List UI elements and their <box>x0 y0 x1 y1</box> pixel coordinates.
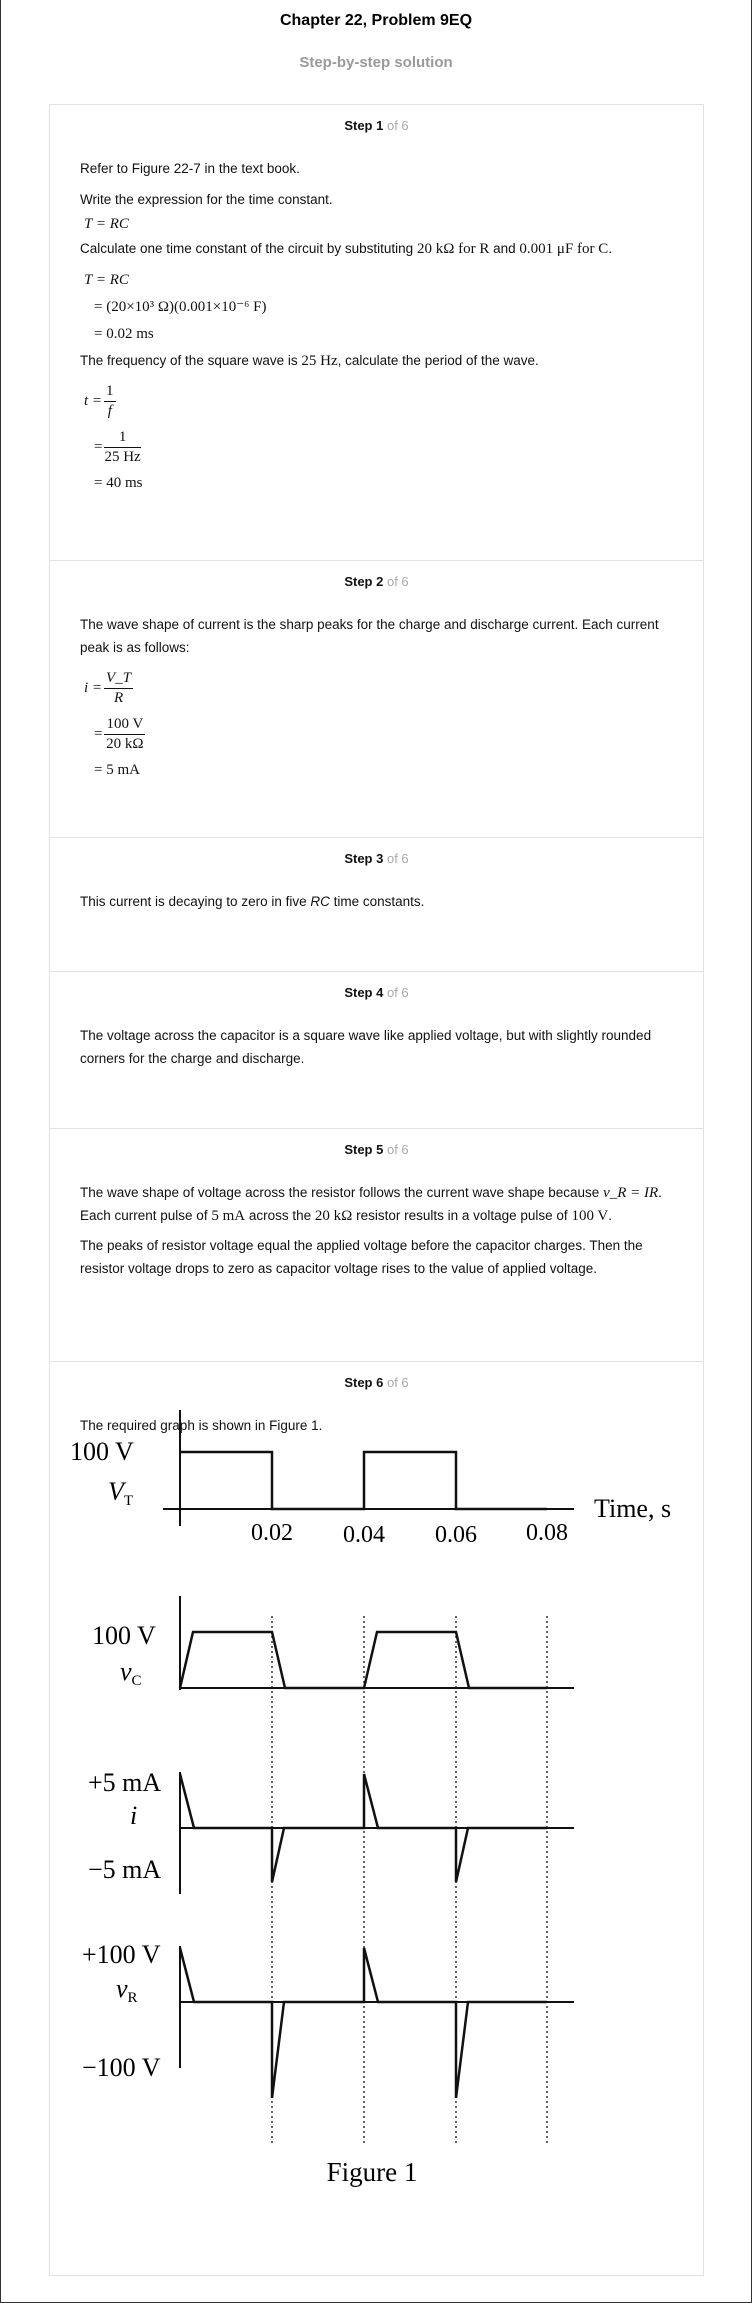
step-3-rc: RC <box>310 894 330 909</box>
step-1-paragraph-3 <box>80 238 673 261</box>
step-5-resistor-value: 20 kΩ <box>314 1207 353 1224</box>
step-of-total: of 6 <box>386 1142 409 1157</box>
time-constant-equation: T = RC <box>84 216 129 232</box>
step-2-body <box>50 594 703 784</box>
period-eq-sign: = <box>94 438 103 455</box>
i-pos-label: +5 mA <box>88 1768 162 1797</box>
step-1-header <box>50 105 703 138</box>
step-3-header <box>50 838 703 871</box>
step-of-total: of 6 <box>386 1375 409 1390</box>
step-1-p3-value-c: 0.001 μF for C <box>519 241 609 257</box>
step-1-p3-end: . <box>608 241 613 256</box>
step-of-total: of 6 <box>386 118 409 133</box>
step-6-paragraph-1: The required graph is shown in Figure 1. <box>80 1418 323 1433</box>
step-3-paragraph-1 <box>80 891 673 914</box>
step-1-p4-text-end: , calculate the period of the wave. <box>337 352 539 368</box>
current-frac-1-num: V_T <box>104 669 133 689</box>
step-1-p3-and: and <box>493 241 516 256</box>
tick-label-002: 0.02 <box>251 1520 293 1546</box>
step-5-paragraph-1 <box>80 1182 673 1227</box>
current-eq-sign: = <box>94 725 103 742</box>
period-frac-1-num: 1 <box>104 382 116 402</box>
step-5-vr-eq: v_R = IR <box>603 1185 659 1201</box>
step-4-paragraph-1: The voltage across the capacitor is a square wave like applied voltage, but with slightly rounded corners for the charge and discharge. <box>80 1028 652 1066</box>
vc-level-label: 100 V <box>92 1621 156 1650</box>
page-header <box>1 0 751 73</box>
i-waveform <box>180 1774 547 1882</box>
step-1-p3-value-r: 20 kΩ for R <box>416 241 490 257</box>
step-4-header <box>50 972 703 1005</box>
step-5-paragraph-2: The peaks of resistor voltage equal the applied voltage before the capacitor charges. Then the resistor voltage drops to zero as capacitor voltage rises to the value of applied voltage. <box>80 1238 643 1276</box>
step-of-total: of 6 <box>386 851 409 866</box>
period-frac-2-num: 1 <box>104 428 140 448</box>
period-frac-1-den: f <box>107 402 112 419</box>
step-3-card <box>49 838 704 972</box>
time-axis-label: Time, s <box>594 1494 672 1523</box>
step-5-text-e: . <box>608 1207 613 1223</box>
page-title: Chapter 22, Problem 9EQ <box>279 12 473 29</box>
step-4-body <box>50 1005 703 1070</box>
step-1-p3-text: Calculate one time constant of the circuit by substituting <box>80 241 414 256</box>
page-subtitle: Step-by-step solution <box>299 54 453 71</box>
i-neg-label: −5 mA <box>88 1855 162 1884</box>
period-lhs: t = <box>84 392 103 409</box>
vr-pos-label: +100 V <box>82 1940 161 1969</box>
vt-plot <box>70 1410 671 1548</box>
step-1-paragraph-4 <box>80 350 673 373</box>
step-2-paragraph-1: The wave shape of current is the sharp peaks for the charge and discharge current. Each current peak is as follows: <box>80 617 659 655</box>
step-6-card <box>49 1362 704 2276</box>
current-lhs: i = <box>84 679 103 696</box>
step-5-text-a: The wave shape of voltage across the resistor follows the current wave shape because <box>80 1185 600 1200</box>
period-frac-2-den: 25 Hz <box>104 448 141 465</box>
vr-name-label: vR <box>116 1974 138 2006</box>
calc-line-3: = 0.02 ms <box>94 325 154 342</box>
step-label: Step 6 <box>344 1375 384 1390</box>
step-1-p4-frequency: 25 Hz <box>301 352 338 369</box>
tick-label-008: 0.08 <box>526 1520 568 1546</box>
current-plot <box>88 1768 574 1894</box>
figure-1-waveforms <box>50 1398 703 2228</box>
vc-name-label: vC <box>120 1657 142 1689</box>
vt-level-label: 100 V <box>70 1437 134 1466</box>
current-peak-calculation <box>80 665 673 784</box>
step-6-header <box>50 1362 703 1395</box>
calc-line-2: = (20×10³ Ω)(0.001×10⁻⁶ F) <box>94 298 267 315</box>
figure-caption: Figure 1 <box>326 2157 418 2187</box>
step-5-header <box>50 1129 703 1162</box>
step-2-card <box>49 561 704 838</box>
vc-waveform <box>180 1632 547 1688</box>
step-1-paragraph-2: Write the expression for the time constant. <box>80 191 333 207</box>
step-3-text: This current is decaying to zero in five <box>80 894 307 909</box>
i-name-label: i <box>130 1801 138 1830</box>
step-1-card <box>49 104 704 561</box>
step-3-body <box>50 871 703 914</box>
step-5-voltage-value: 100 V <box>571 1207 609 1224</box>
step-5-current-value: 5 mA <box>211 1207 246 1224</box>
step-label: Step 4 <box>344 985 384 1000</box>
period-calculation <box>80 378 673 497</box>
current-frac-2-num: 100 V <box>104 715 145 735</box>
time-constant-calculation <box>80 267 673 348</box>
vr-plot <box>82 1940 574 2098</box>
step-5-text-d: resistor results in a voltage pulse of <box>356 1207 568 1223</box>
step-4-card <box>49 972 704 1129</box>
current-result: = 5 mA <box>94 762 140 778</box>
step-label: Step 1 <box>344 118 384 133</box>
step-label: Step 2 <box>344 574 384 589</box>
step-1-p4-text: The frequency of the square wave is <box>80 352 298 368</box>
step-1-paragraph-1: Refer to Figure 22-7 in the text book. <box>80 161 300 176</box>
vc-plot <box>92 1596 574 1690</box>
time-guides <box>272 1616 547 2144</box>
period-result: = 40 ms <box>94 475 143 491</box>
current-frac-1-den: R <box>113 689 124 706</box>
step-1-body <box>50 138 703 497</box>
vr-neg-label: −100 V <box>82 2053 161 2082</box>
step-2-header <box>50 561 703 594</box>
step-label: Step 3 <box>344 851 384 866</box>
vt-name-label: VT <box>108 1477 134 1509</box>
step-of-total: of 6 <box>386 985 409 1000</box>
step-label: Step 5 <box>344 1142 384 1157</box>
step-5-body <box>50 1162 703 1280</box>
tick-label-004: 0.04 <box>343 1522 385 1548</box>
step-5-text-c: across the <box>248 1207 312 1223</box>
current-frac-2-den: 20 kΩ <box>106 735 144 752</box>
step-3-text-end: time constants. <box>333 894 425 909</box>
tick-label-006: 0.06 <box>435 1522 477 1548</box>
step-5-text-b: . Each current pulse of <box>80 1185 662 1223</box>
step-of-total: of 6 <box>386 574 409 589</box>
vt-waveform <box>180 1452 547 1509</box>
calc-line-1: T = RC <box>84 271 129 288</box>
step-5-card <box>49 1129 704 1362</box>
